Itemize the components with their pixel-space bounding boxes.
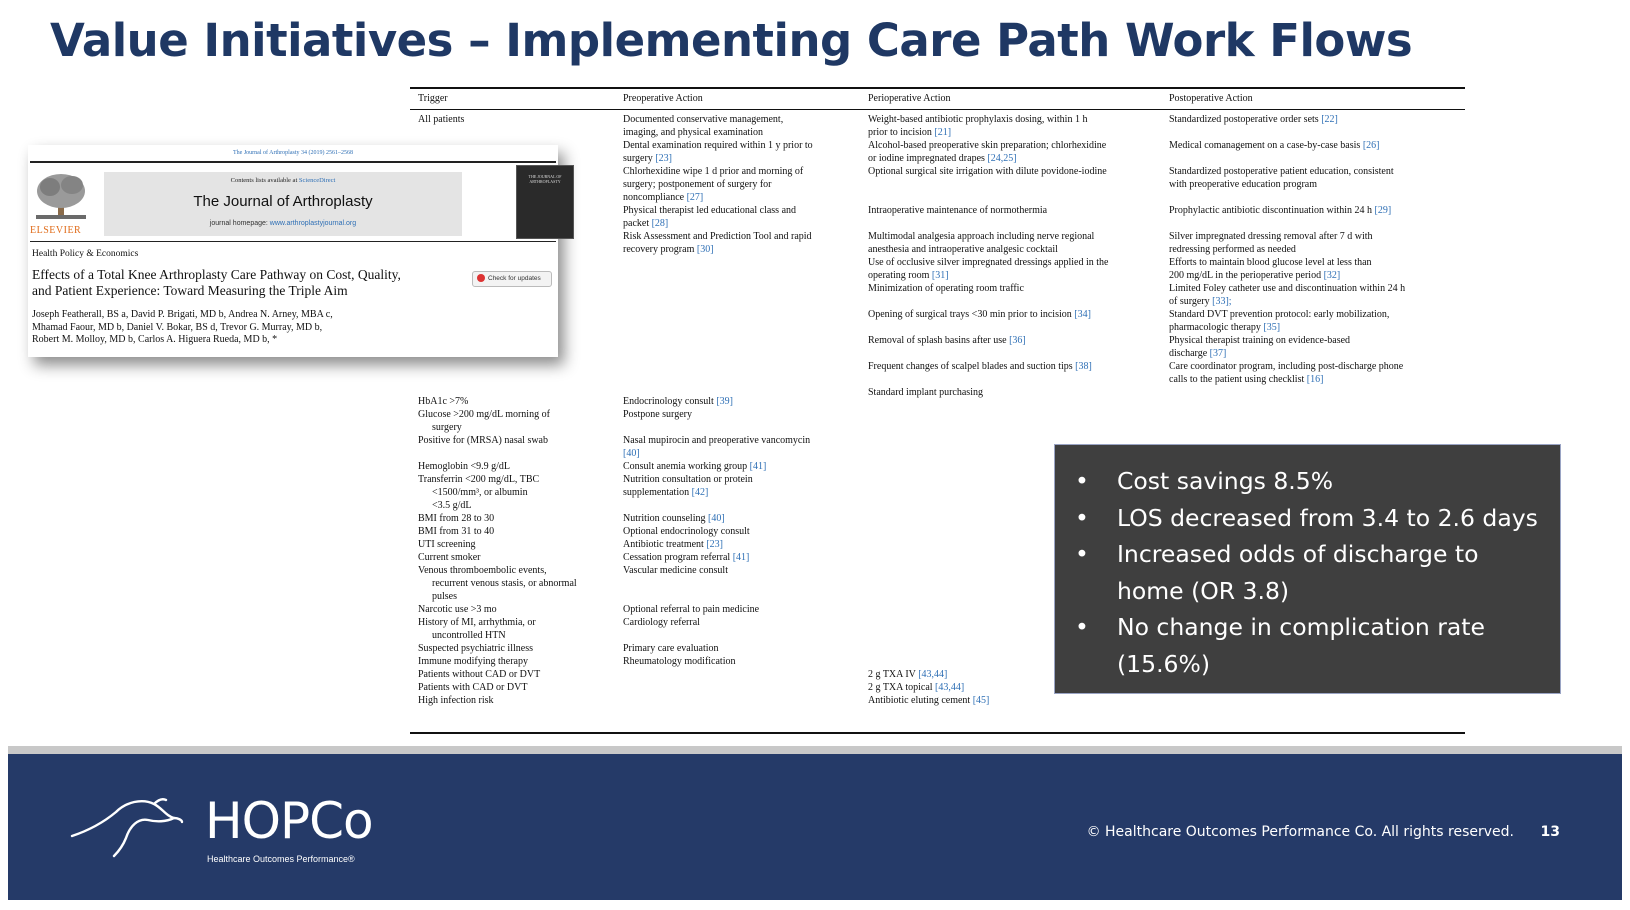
reference-link[interactable]: [31]: [931, 270, 949, 281]
table-cell-periop: [868, 165, 1163, 178]
cell-text: BMI from 31 to 40: [418, 526, 495, 537]
table-cell-trigger: [418, 434, 618, 447]
table-cell-postop: [1169, 243, 1459, 256]
table-cell-trigger: [418, 681, 618, 694]
table-cell-preop: [623, 447, 863, 460]
cell-text: Current smoker: [418, 552, 481, 563]
reference-link[interactable]: [26]: [1362, 140, 1380, 151]
cell-text: Vascular medicine consult: [623, 565, 728, 576]
cell-text: Physical therapist training on evidence-based: [1169, 335, 1351, 346]
cell-text: discharge: [1169, 348, 1210, 359]
cell-text: Endocrinology consult: [623, 396, 717, 407]
table-cell-preop: [623, 243, 863, 256]
bullet-icon: •: [1075, 503, 1089, 532]
cell-text: anesthesia and intraoperative analgesic cocktail: [868, 244, 1058, 255]
outcome-text: (15.6%): [1117, 649, 1210, 678]
table-cell-periop: [868, 282, 1163, 295]
reference-link[interactable]: [30]: [696, 244, 714, 255]
table-cell-preop: [623, 408, 863, 421]
table-cell-trigger: [418, 551, 618, 564]
cell-text: Standard DVT prevention protocol: early mobilization,: [1169, 309, 1390, 320]
table-cell-trigger: [418, 473, 618, 486]
table-cell-trigger: [418, 629, 632, 642]
header-postoperative: Postoperative Action: [1169, 93, 1253, 104]
check-updates-label: Check for updates: [488, 275, 541, 282]
contents-line: [104, 177, 462, 184]
table-header-row: [410, 89, 1465, 110]
table-cell-preop: [623, 564, 863, 577]
cell-text: Risk Assessment and Prediction Tool and rapid: [623, 231, 812, 242]
page-number: 13: [1540, 824, 1560, 840]
authors-line: Mhamad Faour, MD b, Daniel V. Bokar, BS d, Trevor G. Murray, MD b,: [32, 321, 323, 333]
elsevier-tree-logo: [32, 171, 90, 221]
table-cell-trigger: [418, 668, 618, 681]
cell-text: Postpone surgery: [623, 409, 692, 420]
table-cell-preop: [623, 551, 863, 564]
cell-text: Removal of splash basins after use: [868, 335, 1010, 346]
slide-title: Value Initiatives – Implementing Care Path Work Flows: [50, 14, 1413, 67]
table-cell-trigger: [418, 525, 618, 538]
reference-link[interactable]: [35]: [1263, 322, 1281, 333]
cell-text: Dental examination required within 1 y prior to: [623, 140, 813, 151]
table-cell-preop: [623, 395, 863, 408]
table-cell-postop: [1169, 165, 1459, 178]
cell-text: Use of occlusive silver impregnated dressings applied in the: [868, 257, 1109, 268]
table-cell-preop: [623, 217, 863, 230]
reference-link[interactable]: [41]: [732, 552, 750, 563]
divider: [30, 161, 556, 163]
cell-text: <3.5 g/dL: [432, 500, 472, 511]
table-cell-postop: [1169, 230, 1459, 243]
table-cell-postop: [1169, 360, 1459, 373]
table-cell-trigger: [418, 460, 618, 473]
table-cell-trigger: [418, 486, 632, 499]
reference-link[interactable]: [29]: [1374, 205, 1392, 216]
cell-text: UTI screening: [418, 539, 476, 550]
homepage-prefix: journal homepage:: [209, 220, 270, 227]
reference-link[interactable]: [32]: [1323, 270, 1341, 281]
cell-text: Nutrition counseling: [623, 513, 708, 524]
cell-text: noncompliance: [623, 192, 687, 203]
cell-text: recurrent venous stasis, or abnormal: [432, 578, 577, 589]
table-cell-periop: [868, 152, 1163, 165]
table-cell-trigger: [418, 694, 618, 707]
cell-text: prior to incision: [868, 127, 935, 138]
article-title-line: Effects of a Total Knee Arthroplasty Care Pathway on Cost, Quality,: [32, 267, 401, 282]
table-cell-postop: [1169, 308, 1459, 321]
cell-text: Nasal mupirocin and preoperative vancomycin: [623, 435, 811, 446]
reference-link[interactable]: [27]: [686, 192, 704, 203]
reference-link[interactable]: [23]: [655, 153, 672, 164]
table-cell-trigger: [418, 538, 618, 551]
journal-banner: [104, 172, 462, 236]
reference-link[interactable]: [34]: [1074, 309, 1091, 320]
outcome-text: home (OR 3.8): [1117, 576, 1290, 605]
cell-text: Venous thromboembolic events,: [418, 565, 547, 576]
outcome-text: Cost savings 8.5%: [1117, 467, 1334, 495]
cell-text: recovery program: [623, 244, 697, 255]
table-cell-preop: [623, 655, 863, 668]
table-cell-preop: [623, 113, 863, 126]
cell-text: Weight-based antibiotic prophylaxis dosing, within 1 h: [868, 114, 1088, 125]
table-cell-postop: [1169, 282, 1459, 295]
table-cell-postop: [1169, 373, 1459, 386]
cell-text: surgery: [623, 153, 656, 164]
table-cell-preop: [623, 165, 863, 178]
cell-text: uncontrolled HTN: [432, 630, 506, 641]
reference-link[interactable]: [28]: [651, 218, 669, 229]
article-title-line: and Patient Experience: Toward Measuring the Triple Aim: [32, 283, 348, 298]
copyright-notice: © Healthcare Outcomes Performance Co. All rights reserved.: [1086, 824, 1514, 840]
cell-text: Standardized postoperative patient education, consistent: [1169, 166, 1394, 177]
article-citation: The Journal of Arthroplasty 34 (2019) 2561–2568: [233, 150, 353, 156]
table-cell-periop: [868, 139, 1163, 152]
journal-article-card: [28, 145, 562, 357]
kangaroo-logo-icon: [70, 796, 186, 858]
update-check-icon: [477, 274, 485, 282]
cell-text: 200 mg/dL in the perioperative period: [1169, 270, 1324, 281]
table-cell-trigger: [418, 564, 618, 577]
cell-text: Transferrin <200 mg/dL, TBC: [418, 474, 540, 485]
cell-text: Cardiology referral: [623, 617, 700, 628]
table-cell-postop: [1169, 295, 1459, 308]
reference-link[interactable]: [22]: [1321, 114, 1338, 125]
table-cell-periop: [868, 269, 1163, 282]
cell-text: Primary care evaluation: [623, 643, 719, 654]
table-cell-trigger: [418, 499, 632, 512]
outcomes-summary-box: [1054, 444, 1561, 694]
table-cell-preop: [623, 126, 863, 139]
reference-link[interactable]: [16]: [1306, 374, 1324, 385]
cell-text: Patients with CAD or DVT: [418, 682, 528, 693]
cell-text: Antibiotic treatment: [623, 539, 707, 550]
table-cell-periop: [868, 334, 1163, 347]
publisher-name: ELSEVIER: [30, 225, 82, 236]
contents-prefix: Contents lists available at: [230, 177, 299, 184]
sciencedirect-link[interactable]: ScienceDirect: [298, 177, 336, 184]
cell-text: redressing performed as needed: [1169, 244, 1296, 255]
table-cell-preop: [623, 642, 863, 655]
table-cell-trigger: [418, 655, 618, 668]
cell-text: pulses: [432, 591, 457, 602]
cell-text: operating room: [868, 270, 932, 281]
reference-link[interactable]: [33];: [1212, 296, 1232, 307]
cell-text: Alcohol-based preoperative skin preparation; chlorhexidine: [868, 140, 1107, 151]
cell-text: or iodine impregnated drapes: [868, 153, 988, 164]
table-cell-trigger: [418, 113, 618, 126]
table-cell-postop: [1169, 256, 1459, 269]
outcome-text: No change in complication rate: [1117, 613, 1485, 641]
cover-title: THE JOURNAL OF ARTHROPLASTY: [528, 174, 562, 184]
cell-text: All patients: [418, 114, 465, 125]
outcome-item: [1075, 536, 1557, 609]
reference-link[interactable]: [36]: [1009, 335, 1026, 346]
cell-text: Efforts to maintain blood glucose level at less than: [1169, 257, 1372, 268]
outcome-text: LOS decreased from 3.4 to 2.6 days: [1117, 503, 1538, 532]
reference-link[interactable]: [41]: [749, 461, 767, 472]
cell-text: Optional endocrinology consult: [623, 526, 750, 537]
table-cell-preop: [623, 616, 863, 629]
table-cell-preop: [623, 434, 863, 447]
table-cell-trigger: [418, 512, 618, 525]
cell-text: surgery: [432, 422, 462, 433]
table-cell-postop: [1169, 113, 1459, 126]
cell-text: of surgery: [1169, 296, 1213, 307]
table-cell-postop: [1169, 204, 1459, 217]
cell-text: Minimization of operating room traffic: [868, 283, 1024, 294]
journal-name: The Journal of Arthroplasty: [193, 193, 373, 210]
table-cell-trigger: [418, 616, 618, 629]
reference-link[interactable]: [43,44]: [918, 669, 948, 680]
table-cell-periop: [868, 204, 1163, 217]
table-cell-preop: [623, 230, 863, 243]
cell-text: Silver impregnated dressing removal after 7 d with: [1169, 231, 1373, 242]
cell-text: High infection risk: [418, 695, 494, 706]
table-cell-preop: [623, 178, 863, 191]
reference-link[interactable]: [43,44]: [935, 682, 965, 693]
table-cell-postop: [1169, 347, 1459, 360]
cell-text: 2 g TXA IV: [868, 669, 919, 680]
table-cell-trigger: [418, 395, 618, 408]
cell-text: Rheumatology modification: [623, 656, 736, 667]
table-cell-periop: [868, 113, 1163, 126]
cell-text: Cessation program referral: [623, 552, 733, 563]
hopco-logo-text: HOPCo: [205, 792, 373, 850]
journal-cover-thumbnail: [516, 165, 574, 239]
bullet-icon: •: [1075, 613, 1089, 641]
footer: [8, 754, 1622, 900]
outcome-item: [1075, 463, 1557, 500]
reference-link[interactable]: [23]: [706, 539, 723, 550]
article-authors: [32, 309, 382, 347]
header-perioperative: Perioperative Action: [868, 93, 951, 104]
table-cell-preop: [623, 460, 863, 473]
cell-text: Antibiotic eluting cement: [868, 695, 973, 706]
table-cell-periop: [868, 243, 1163, 256]
table-cell-periop: [868, 694, 1163, 707]
table-cell-preop: [623, 139, 863, 152]
divider: [30, 241, 556, 242]
footer-shadow: [8, 746, 1622, 754]
table-cell-preop: [623, 152, 863, 165]
table-cell-trigger: [418, 577, 632, 590]
bullet-icon: •: [1075, 467, 1089, 495]
cell-text: Frequent changes of scalpel blades and suction tips: [868, 361, 1076, 372]
table-cell-preop: [623, 204, 863, 217]
header-trigger: Trigger: [418, 93, 448, 104]
cell-text: Consult anemia working group: [623, 461, 750, 472]
reference-link[interactable]: [21]: [934, 127, 952, 138]
article-section: Health Policy & Economics: [32, 249, 139, 259]
cell-text: Limited Foley catheter use and discontinuation within 24 h: [1169, 283, 1406, 294]
cell-text: Standardized postoperative order sets: [1169, 114, 1322, 125]
table-cell-postop: [1169, 178, 1459, 191]
table-cell-periop: [868, 308, 1163, 321]
article-title: [32, 267, 462, 299]
outcome-item: [1075, 500, 1557, 537]
outcome-item: [1075, 609, 1557, 682]
reference-link[interactable]: [45]: [972, 695, 990, 706]
table-cell-postop: [1169, 269, 1459, 282]
cell-text: surgery; postponement of surgery for: [623, 179, 772, 190]
table-cell-postop: [1169, 321, 1459, 334]
cell-text: Suspected psychiatric illness: [418, 643, 533, 654]
cell-text: Patients without CAD or DVT: [418, 669, 541, 680]
cell-text: Chlorhexidine wipe 1 d prior and morning of: [623, 166, 804, 177]
header-preoperative: Preoperative Action: [623, 93, 703, 104]
authors-line: Joseph Featherall, BS a, David P. Brigati, MD b, Andrea N. Arney, MBA c,: [32, 309, 333, 320]
cell-text: 2 g TXA topical: [868, 682, 936, 693]
cell-text: Glucose >200 mg/dL morning of: [418, 409, 550, 420]
authors-line: Robert M. Molloy, MD b, Carlos A. Higuera Rueda, MD b, *: [32, 334, 278, 345]
table-cell-periop: [868, 256, 1163, 269]
table-cell-preop: [623, 486, 863, 499]
cell-text: Multimodal analgesia approach including nerve regional: [868, 231, 1095, 242]
outcomes-list: [1075, 463, 1557, 682]
cell-text: Standard implant purchasing: [868, 387, 983, 398]
check-for-updates-button[interactable]: [472, 271, 552, 287]
bullet-icon: •: [1075, 540, 1089, 568]
table-cell-trigger: [418, 590, 632, 603]
cell-text: <1500/mm³, or albumin: [432, 487, 528, 498]
reference-link[interactable]: [39]: [716, 396, 733, 407]
table-cell-periop: [868, 386, 1163, 399]
table-cell-trigger: [418, 421, 632, 434]
table-cell-postop: [1169, 334, 1459, 347]
cell-text: Optional referral to pain medicine: [623, 604, 760, 615]
cell-text: Physical therapist led educational class and: [623, 205, 797, 216]
cell-text: packet: [623, 218, 652, 229]
journal-homepage-line: [104, 220, 462, 227]
cell-text: Nutrition consultation or protein: [623, 474, 753, 485]
cell-text: imaging, and physical examination: [623, 127, 763, 138]
table-cell-preop: [623, 603, 863, 616]
hopco-logo-subtitle: Healthcare Outcomes Performance®: [207, 854, 355, 864]
table-cell-trigger: [418, 603, 618, 616]
cell-text: calls to the patient using checklist: [1169, 374, 1307, 385]
cell-text: Hemoglobin <9.9 g/dL: [418, 461, 511, 472]
cell-text: supplementation: [623, 487, 692, 498]
cell-text: Medical comanagement on a case-by-case basis: [1169, 140, 1363, 151]
cell-text: Documented conservative management,: [623, 114, 784, 125]
cell-text: Narcotic use >3 mo: [418, 604, 497, 615]
cell-text: Intraoperative maintenance of normothermia: [868, 205, 1048, 216]
cell-text: Prophylactic antibiotic discontinuation within 24 h: [1169, 205, 1375, 216]
table-cell-periop: [868, 230, 1163, 243]
table-cell-periop: [868, 360, 1163, 373]
cell-text: History of MI, arrhythmia, or: [418, 617, 536, 628]
reference-link[interactable]: [42]: [691, 487, 709, 498]
cell-text: Optional surgical site irrigation with dilute povidone-iodine: [868, 166, 1107, 177]
table-cell-preop: [623, 525, 863, 538]
cell-text: pharmacologic therapy: [1169, 322, 1264, 333]
cell-text: Immune modifying therapy: [418, 656, 528, 667]
table-cell-preop: [623, 512, 863, 525]
table-cell-postop: [1169, 139, 1459, 152]
cell-text: Positive for (MRSA) nasal swab: [418, 435, 548, 446]
table-cell-preop: [623, 538, 863, 551]
cell-text: Care coordinator program, including post-discharge phone: [1169, 361, 1404, 372]
reference-link[interactable]: [37]: [1209, 348, 1227, 359]
reference-link[interactable]: [24,25]: [987, 153, 1017, 164]
table-cell-trigger: [418, 408, 618, 421]
outcome-text: Increased odds of discharge to: [1117, 540, 1479, 568]
reference-link[interactable]: [40]: [708, 513, 725, 524]
cell-text: with preoperative education program: [1169, 179, 1317, 190]
cell-text: Opening of surgical trays <30 min prior to incision: [868, 309, 1075, 320]
journal-homepage-link[interactable]: www.arthroplastyjournal.org: [269, 220, 357, 227]
cell-text: HbA1c >7%: [418, 396, 469, 407]
table-cell-trigger: [418, 642, 618, 655]
reference-link[interactable]: [38]: [1075, 361, 1092, 372]
table-cell-periop: [868, 126, 1163, 139]
cell-text: BMI from 28 to 30: [418, 513, 495, 524]
table-cell-preop: [623, 473, 863, 486]
reference-link[interactable]: [40]: [623, 448, 640, 459]
table-cell-preop: [623, 191, 863, 204]
